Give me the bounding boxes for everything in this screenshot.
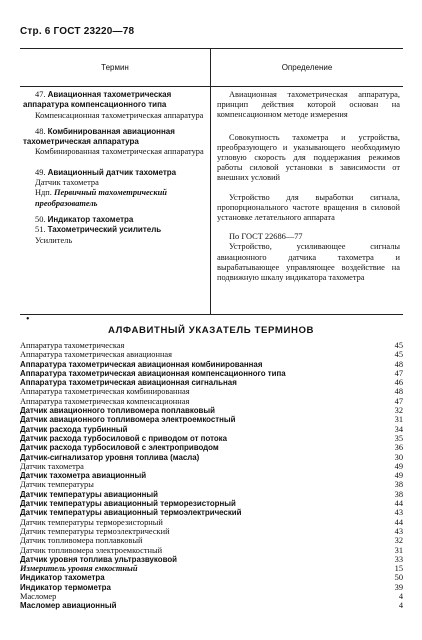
index-row [20,508,403,517]
index-term: Измеритель уровня емкостный [20,564,138,574]
index-row [20,425,403,434]
index-term: Датчик уровня топлива ультразвуковой [20,554,177,564]
index-row [20,583,403,592]
index-term: Датчик температуры авиационный термоэлектрический [20,508,242,518]
definition-51: Устройство, усиливающее сигналы авиационного датчика тахометра и вырабатывающее управляющее воздействие на подвижную шкалу индикатора тахометра [217,242,400,283]
definition-49: Устройство для выработки сигнала, пропорционального частоте вращения в силовой установке летательного аппарата [217,192,400,223]
index-row [20,406,403,415]
terms-column [23,90,204,252]
index-list [20,341,403,611]
index-term: Аппаратура тахометрическая авиационная компенсационного типа [20,368,286,378]
index-row [20,387,403,396]
term-47: 47. Авиационная тахометрическая аппаратура компенсационного типа Компенсационная тахометрическая аппаратура [23,90,204,120]
index-row [20,434,403,443]
page-header: Стр. 6 ГОСТ 23220—78 [20,26,135,37]
index-term-number: 33 [394,554,403,564]
index-row [20,360,403,369]
definitions-column [217,90,400,292]
index-row [20,415,403,424]
index-term: Датчик температуры терморезисторный [20,517,163,527]
index-row [20,350,403,359]
index-term-number: 43 [394,508,403,518]
definition-50: По ГОСТ 22686—77 [229,232,303,242]
index-row [20,573,403,582]
index-term: Индикатор термометра [20,582,111,592]
index-term-number: 30 [394,452,403,462]
index-row [20,564,403,573]
index-row [20,397,403,406]
index-term-number: 49 [394,471,403,481]
index-row [20,536,403,545]
index-term: Датчик расхода турбинный [20,424,128,434]
index-term: Масломер авиационный [20,601,117,611]
index-term-number: 36 [394,443,403,453]
index-term-number: 38 [394,480,403,490]
index-term: Индикатор тахометра [20,573,105,583]
index-row [20,369,403,378]
index-term: Датчик расхода турбосиловой с приводом от потока [20,433,227,443]
definition-47: Авиационная тахометрическая аппаратура, принцип действия которой основан на компенсационном методе измерения [217,90,400,120]
index-term-number: 48 [394,359,403,369]
index-term: Аппаратура тахометрическая авиационная [20,350,172,360]
index-row [20,443,403,452]
index-term: Датчик температуры авиационный терморезисторный [20,499,236,509]
index-term: Датчик температуры [20,480,94,490]
index-term-number: 35 [394,433,403,443]
margin-mark: • [26,314,30,325]
index-term-number: 15 [394,564,403,574]
index-term-number: 34 [394,424,403,434]
term-48: 48. Комбинированная авиационная тахометрическая аппаратура Комбинированная тахометрическая аппаратура [23,126,204,157]
index-term-number: 4 [398,601,403,611]
index-term-number: 45 [394,350,403,360]
index-term-number: 50 [394,573,403,583]
term-50: 50. Индикатор тахометра [35,214,134,224]
col-header-definition: Определение [281,62,333,72]
index-row [20,462,403,471]
index-row [20,471,403,480]
index-row [20,601,403,610]
index-term-number: 47 [394,368,403,378]
index-row [20,378,403,387]
index-term-number: 39 [394,582,403,592]
index-term: Аппаратура тахометрическая комбинированная [20,387,190,397]
terms-table [20,48,403,315]
index-term-number: 38 [394,489,403,499]
index-term: Датчик авиационного топливомера поплавковый [20,406,215,416]
index-row [20,480,403,489]
index-term-number: 46 [394,378,403,388]
index-row [20,555,403,564]
index-term-number: 4 [398,592,403,602]
index-term-number: 31 [394,545,403,555]
index-term: Датчик тахометра авиационный [20,471,147,481]
index-term: Датчик тахометра [20,461,84,471]
index-row [20,527,403,536]
index-row [20,453,403,462]
index-row [20,341,403,350]
index-term-number: 44 [394,499,403,509]
index-term: Аппаратура тахометрическая компенсационная [20,396,190,406]
index-term-number: 49 [394,461,403,471]
index-term: Датчик температуры авиационный [20,489,159,499]
index-row [20,518,403,527]
index-term: Датчик авиационного топливомера электроемкостный [20,415,236,425]
index-term: Аппаратура тахометрическая авиационная комбинированная [20,359,263,369]
index-term: Аппаратура тахометрическая [20,341,125,350]
index-term: Датчик-сигнализатор уровня топлива (масла) [20,452,200,462]
index-term: Аппаратура тахометрическая авиационная сигнальная [20,378,237,388]
index-term-number: 31 [394,415,403,425]
term-51: 51. Тахометрический усилитель Усилитель [35,225,162,245]
index-row [20,592,403,601]
col-header-term: Термин [101,62,129,72]
index-term-number: 43 [394,526,403,536]
index-row [20,499,403,508]
index-term-number: 47 [394,396,403,406]
index-term: Датчик температуры термоэлектрический [20,526,170,536]
index-term-number: 44 [394,517,403,527]
term-49: 49. Авиационный датчик тахометра Датчик тахометра Ндп. Первичный тахометрический преобразователь [35,167,177,208]
index-term-number: 32 [394,406,403,416]
index-term-number: 45 [394,341,403,350]
index-term-number: 48 [394,387,403,397]
index-term: Масломер [20,592,57,602]
index-title: АЛФАВИТНЫЙ УКАЗАТЕЛЬ ТЕРМИНОВ [107,325,315,336]
index-row [20,490,403,499]
index-term: Датчик расхода турбосиловой с электроприводом [20,443,219,453]
index-term-number: 32 [394,536,403,546]
index-row [20,546,403,555]
index-term: Датчик топливомера электроемкостный [20,545,163,555]
definition-48: Совокупность тахометра и устройства, преобразующего и указывающего необходимую угловую скорость для поддержания режимов работы силовой установки в зависимости от внешних условий [217,132,400,183]
index-term: Датчик топливомера поплавковый [20,536,143,546]
